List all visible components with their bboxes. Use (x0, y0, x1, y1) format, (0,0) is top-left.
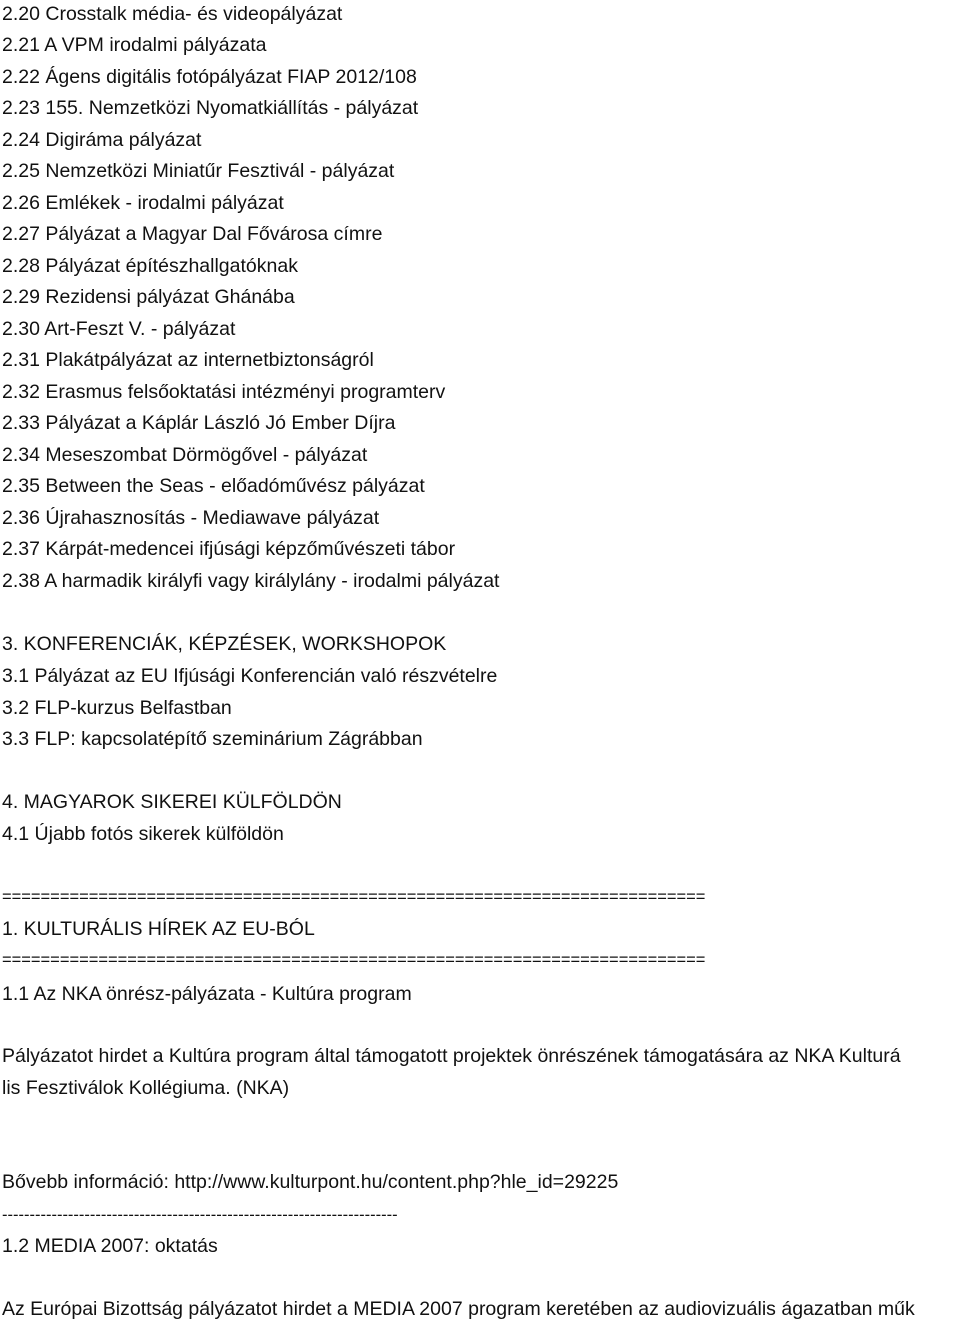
toc-item-2-31: 2.31 Plakátpályázat az internetbiztonságról (2, 349, 374, 371)
section-1-heading: 1. KULTURÁLIS HÍREK AZ EU-BÓL (2, 918, 315, 940)
article-1-2-body-line-1: Az Európai Bizottság pályázatot hirdet a MEDIA 2007 program keretében az audiovizuális ágazatban műk (2, 1298, 915, 1320)
toc-item-2-29: 2.29 Rezidensi pályázat Ghánába (2, 286, 295, 308)
toc-item-2-36: 2.36 Újrahasznosítás - Mediawave pályázat (2, 507, 380, 529)
article-1-1-title: 1.1 Az NKA önrész-pályázata - Kultúra program (2, 983, 412, 1005)
separator-double-top: ========================================================================= (2, 888, 706, 906)
toc-item-2-24: 2.24 Digiráma pályázat (2, 129, 202, 151)
toc-item-2-38: 2.38 A harmadik királyfi vagy királylány - irodalmi pályázat (2, 570, 500, 592)
toc-item-2-33: 2.33 Pályázat a Káplár László Jó Ember Díjra (2, 412, 396, 434)
toc-item-4-1: 4.1 Újabb fotós sikerek külföldön (2, 823, 284, 845)
article-1-1-body-line-1: Pályázatot hirdet a Kultúra program által támogatott projektek önrészének támogatására az NKA Kulturá (2, 1045, 901, 1067)
toc-item-2-25: 2.25 Nemzetközi Miniatűr Fesztivál - pályázat (2, 160, 395, 182)
toc-item-3-1: 3.1 Pályázat az EU Ifjúsági Konferencián való részvételre (2, 665, 498, 687)
toc-section-4-heading: 4. MAGYAROK SIKEREI KÜLFÖLDÖN (2, 791, 342, 813)
toc-item-2-35: 2.35 Between the Seas - előadóművész pályázat (2, 475, 425, 497)
separator-dash: ------------------------------------------------------------------------ (2, 1206, 398, 1224)
toc-item-3-2: 3.2 FLP-kurzus Belfastban (2, 697, 232, 719)
toc-item-2-32: 2.32 Erasmus felsőoktatási intézményi programterv (2, 381, 446, 403)
toc-item-2-20: 2.20 Crosstalk média- és videopályázat (2, 3, 343, 25)
toc-item-2-22: 2.22 Ágens digitális fotópályázat FIAP 2012/108 (2, 66, 417, 88)
toc-item-2-26: 2.26 Emlékek - irodalmi pályázat (2, 192, 284, 214)
toc-item-2-28: 2.28 Pályázat építészhallgatóknak (2, 255, 298, 277)
toc-item-2-23: 2.23 155. Nemzetközi Nyomatkiállítás - pályázat (2, 97, 419, 119)
article-1-1-body-line-2: lis Fesztiválok Kollégiuma. (NKA) (2, 1077, 290, 1099)
toc-item-2-37: 2.37 Kárpát-medencei ifjúsági képzőművészeti tábor (2, 538, 456, 560)
article-1-1-more-info-link[interactable]: Bővebb információ: http://www.kulturpont.hu/content.php?hle_id=29225 (2, 1171, 619, 1193)
article-1-2-title: 1.2 MEDIA 2007: oktatás (2, 1235, 218, 1257)
toc-item-2-27: 2.27 Pályázat a Magyar Dal Fővárosa címre (2, 223, 383, 245)
toc-item-2-21: 2.21 A VPM irodalmi pályázata (2, 34, 267, 56)
toc-item-3-3: 3.3 FLP: kapcsolatépítő szeminárium Zágrábban (2, 728, 423, 750)
separator-double-bottom: ========================================================================= (2, 951, 706, 969)
toc-section-3-heading: 3. KONFERENCIÁK, KÉPZÉSEK, WORKSHOPOK (2, 633, 447, 655)
toc-item-2-30: 2.30 Art-Feszt V. - pályázat (2, 318, 236, 340)
toc-item-2-34: 2.34 Meseszombat Dörmögővel - pályázat (2, 444, 368, 466)
